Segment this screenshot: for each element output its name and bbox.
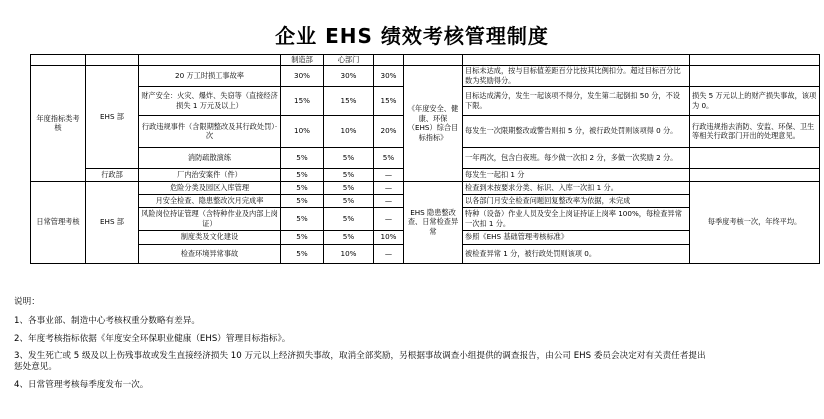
dept-ehs-daily: EHS 部 [86,181,139,263]
daily-basis: EHS 隐患整改查、日常检查异常 [404,181,463,263]
metric-cell: 消防疏散演练 [139,147,281,168]
weight-cell: 15% [374,86,404,115]
weight-cell: 5% [324,168,374,181]
metric-cell: 风险岗位持证管理（含特种作业及内部上岗证） [139,207,281,230]
note-item-continued: 惩处意见。 [14,362,57,372]
table-row [31,181,820,194]
table-header-row [31,55,820,66]
weight-cell: 30% [374,65,404,86]
rule-cell: 一年两次，包含白夜班。每少做一次扣 2 分，多做一次奖励 2 分。 [463,147,690,168]
note-item: 2、年度考核指标依据《年度安全环保职业健康（EHS）管理目标指标》。 [14,334,291,344]
weight-cell: 5% [281,168,324,181]
weight-cell: — [374,194,404,207]
weight-cell: 10% [374,230,404,244]
weight-cell: 5% [281,244,324,263]
rule-cell: 每发生一次限期整改或警告则扣 5 分，被行政处罚则该项得 0 分。 [463,115,690,147]
ehs-table [30,54,820,264]
rule-cell: 参照《EHS 基础管理考核标准》 [463,230,690,244]
dept-ehs: EHS 部 [86,65,139,168]
notes-heading: 说明： [14,297,40,307]
weight-cell: 15% [281,86,324,115]
metric-cell: 月安全检查、隐患整改次月完成率 [139,194,281,207]
metric-cell: 财产安全：火灾、爆炸、失窃等（直接经济损失 1 万元及以上） [139,86,281,115]
weight-cell: 5% [281,181,324,194]
group-daily: 日常管理考核 [31,181,86,263]
weight-cell: — [374,181,404,194]
rule-cell: 检查到未按要求分类、标识、入库一次扣 1 分。 [463,181,690,194]
rule-cell: 目标未达成，按与目标值差距百分比按其比例扣分。超过目标百分比数为奖励得分。 [463,65,690,86]
rule-cell: 以各部门月安全检查问题回复整改率为依据，未完成 [463,194,690,207]
weight-cell: 10% [324,115,374,147]
group-annual: 年度指标类考核 [31,65,86,181]
rule-cell: 特种（设备）作业人员及安全上岗证持证上岗率 100%，每检查异常一次扣 1 分。 [463,207,690,230]
note-cell: 行政违规指去消防、安监、环保、卫生等相关行政部门开出的处理意见。 [690,115,820,147]
weight-cell: — [374,244,404,263]
dept-admin: 行政部 [86,168,139,181]
note-cell [690,147,820,168]
note-cell [690,168,820,181]
weight-cell: 5% [324,147,374,168]
note-item: 4、日常管理考核每季度发布一次。 [14,380,149,390]
page-title: 企业 EHS 绩效考核管理制度 [275,24,549,48]
target-basis: 《年度安全、健康、环保（EHS）综合目标指标》 [404,65,463,181]
weight-cell: 5% [281,147,324,168]
weight-cell: 10% [281,115,324,147]
metric-cell: 检查环境异常事故 [139,244,281,263]
weight-cell: 5% [324,181,374,194]
weight-cell: 20% [374,115,404,147]
weight-cell: 5% [281,207,324,230]
weight-cell: 5% [374,147,404,168]
metric-cell: 20 万工时损工事故率 [139,65,281,86]
col-header-mfg: 制造部 [281,55,324,66]
daily-note: 每季度考核一次，年终平均。 [690,181,820,263]
rule-cell: 被检查异常 1 分，被行政处罚则该项 0。 [463,244,690,263]
weight-cell: 5% [324,230,374,244]
table-row [31,65,820,86]
metric-cell: 行政违规事件（含限期整改及其行政处罚）·次 [139,115,281,147]
weight-cell: 5% [324,194,374,207]
metric-cell: 制度类及文化建设 [139,230,281,244]
weight-cell: 5% [324,207,374,230]
ehs-table-wrap [30,54,820,264]
weight-cell: — [374,168,404,181]
rule-cell: 每发生一起扣 1 分 [463,168,690,181]
note-cell: 损失 5 万元以上的财产损失事故，该项为 0。 [690,86,820,115]
note-item: 3、发生死亡或 5 级及以上伤残事故或发生直接经济损失 10 万元以上经济损失事故，取消全部奖励，另根据事故调查小组提供的调查报告，由公司 EHS 委员会决定对有关责任者提出 [14,351,706,361]
metric-cell: 危险分类及园区入库管理 [139,181,281,194]
weight-cell: 5% [281,194,324,207]
weight-cell: — [374,207,404,230]
note-item: 1、各事业部、制造中心考核权重分数略有差异。 [14,316,200,326]
note-cell [690,65,820,86]
weight-cell: 15% [324,86,374,115]
weight-cell: 30% [281,65,324,86]
weight-cell: 10% [324,244,374,263]
rule-cell: 目标达成满分，发生一起该项不得分，发生第二起倒扣 50 分，不设下限。 [463,86,690,115]
weight-cell: 5% [281,230,324,244]
metric-cell: 厂内治安案件（件） [139,168,281,181]
col-header-center: 心部门 [324,55,374,66]
weight-cell: 30% [324,65,374,86]
